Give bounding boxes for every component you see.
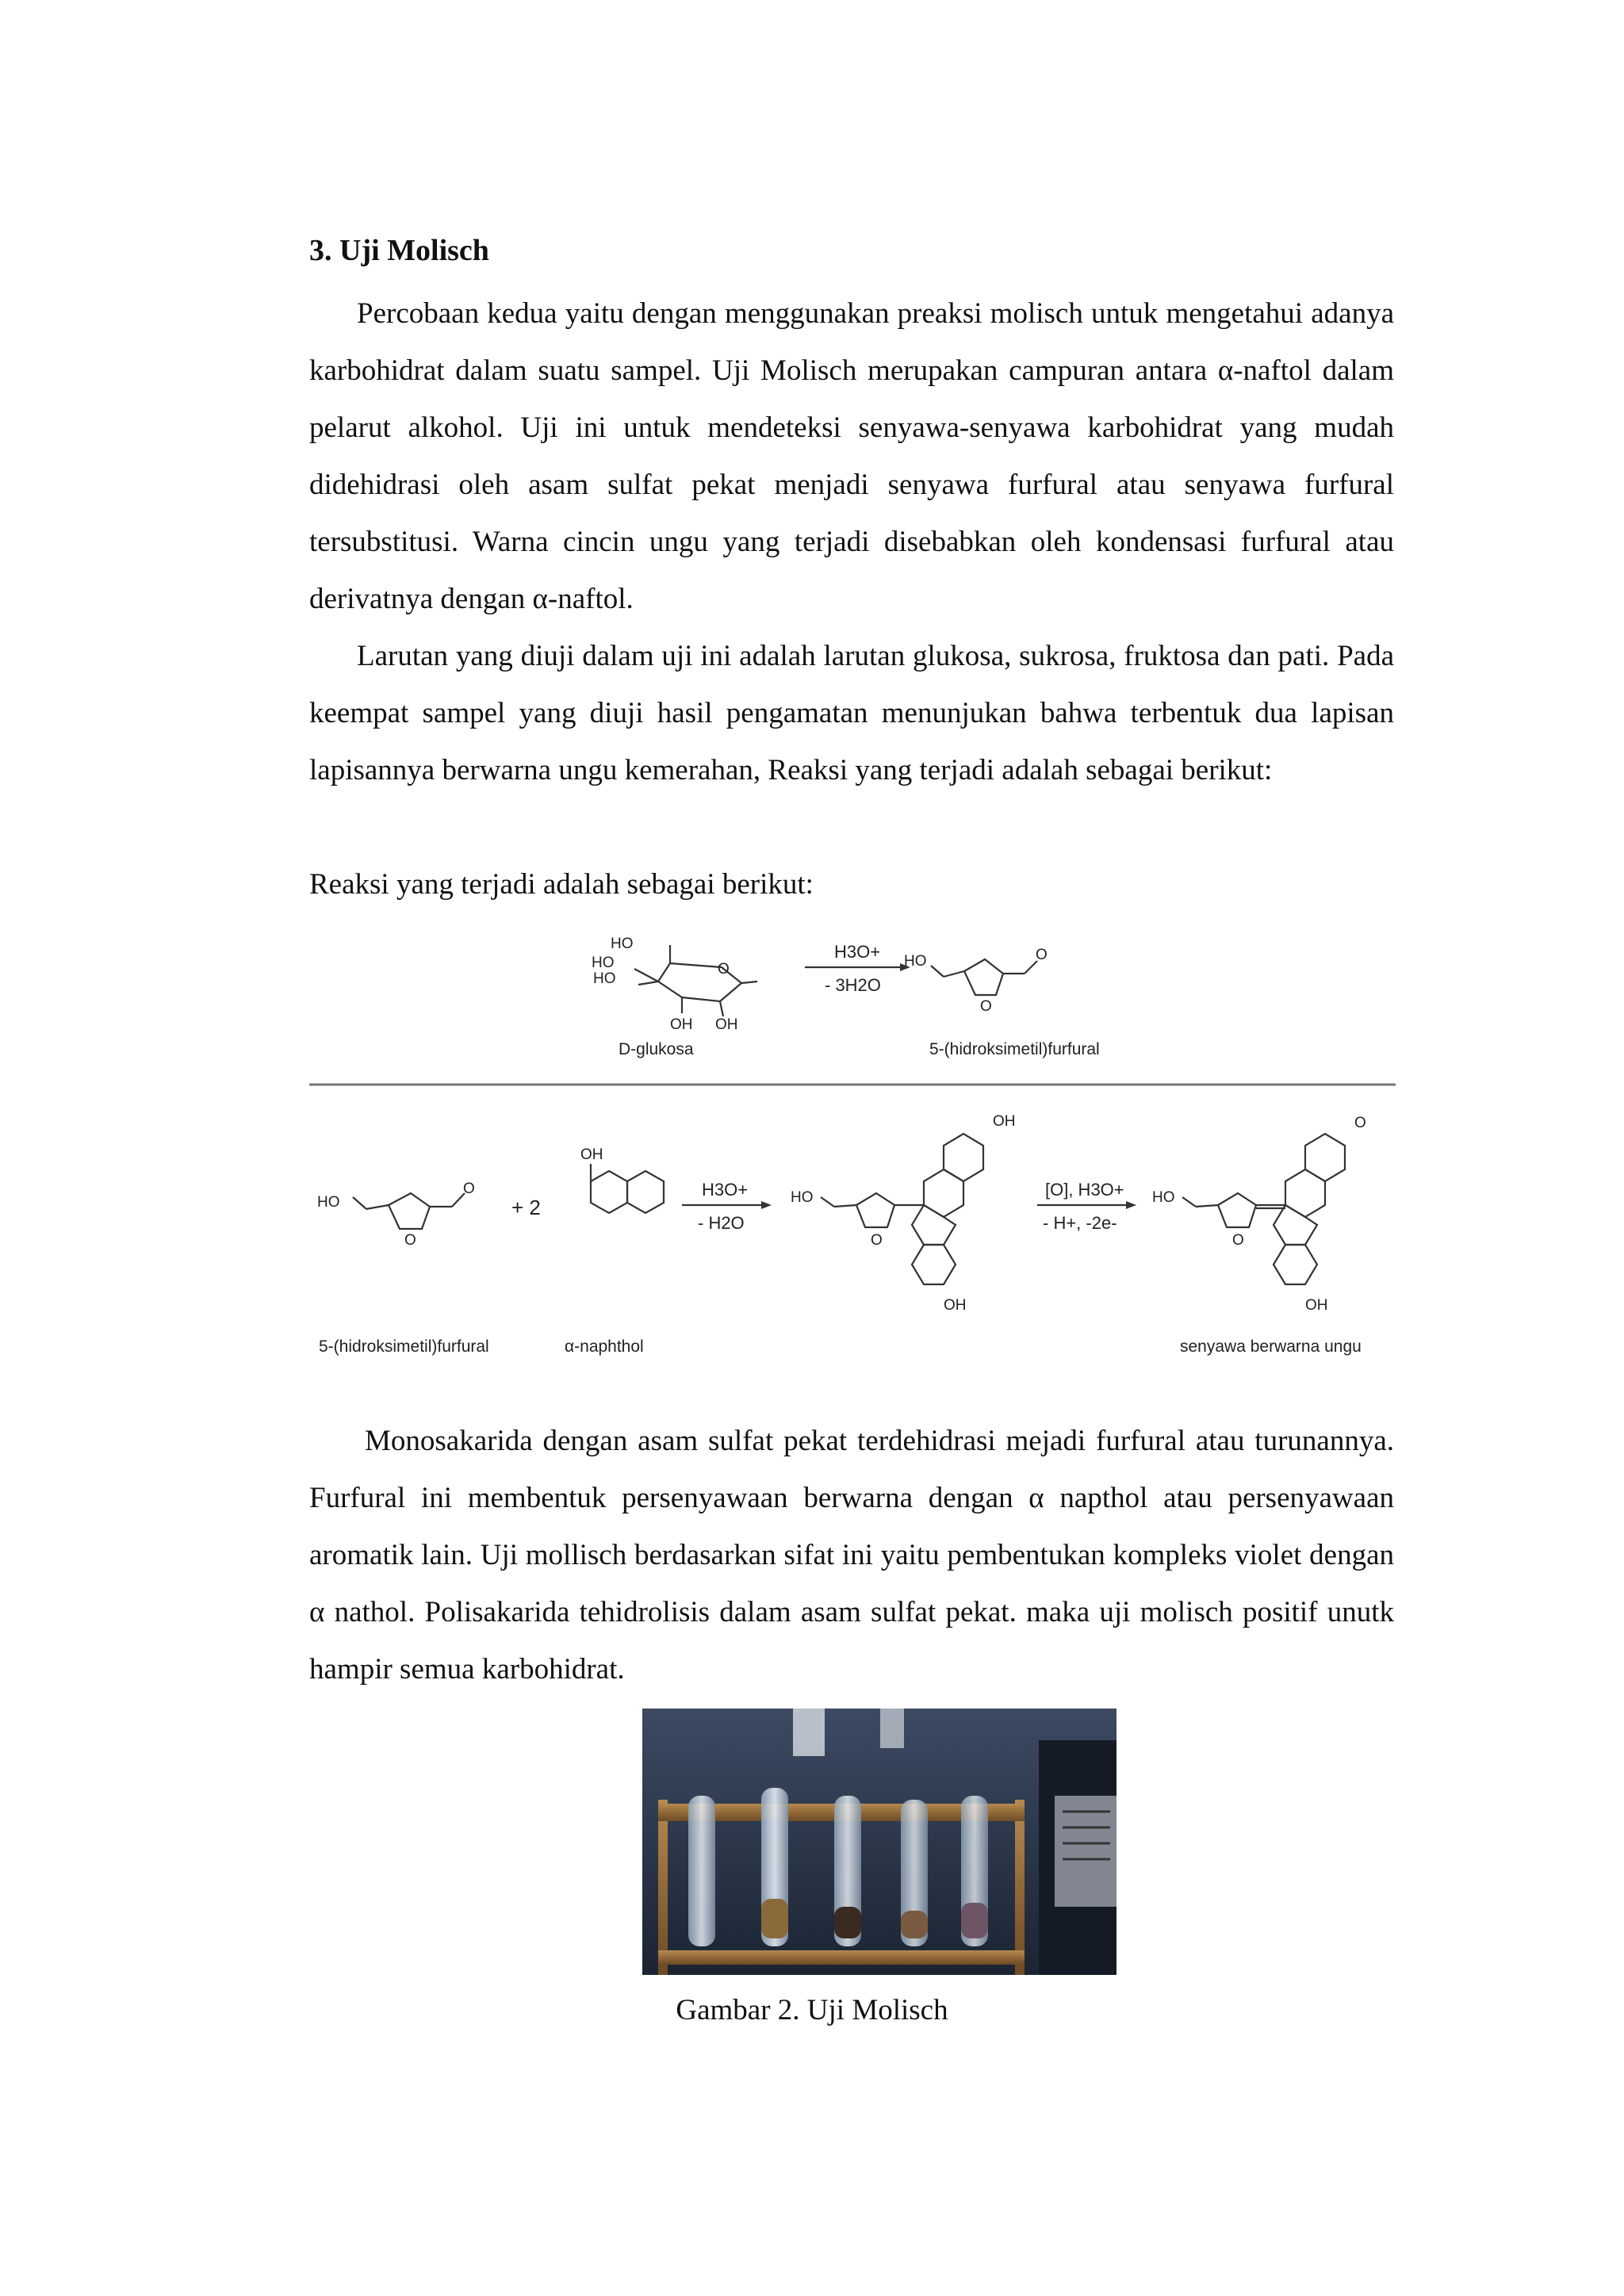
- section-heading: 3. Uji Molisch: [309, 234, 489, 267]
- reaction2-step1-bottom: - H2O: [698, 1213, 745, 1233]
- intermediate-o-ring: O: [871, 1232, 883, 1249]
- reaction1-reagent-bottom: - 3H2O: [825, 975, 881, 995]
- figure-caption: Gambar 2. Uji Molisch: [676, 1994, 948, 2026]
- product-label: senyawa berwarna ungu: [1180, 1337, 1362, 1356]
- naphthol-structure: [580, 1146, 664, 1213]
- naphthol-oh: OH: [580, 1146, 603, 1163]
- paragraph-samples: Larutan yang diuji dalam uji ini adalah larutan glukosa, sukrosa, fruktosa dan pati. Pada keempat sampel yang diuji hasil pengamatan menunjukan bahwa terbentuk dua lapisan lapisannya berwarna ungu kemerahan, Reaksi yang terjadi adalah sebagai berikut:: [309, 640, 1394, 786]
- reaction2-step1-top: H3O+: [702, 1180, 749, 1200]
- glucose-ho-3: HO: [593, 970, 616, 987]
- reaction2-step2-top: [O], H3O+: [1045, 1180, 1124, 1200]
- hmf2-o-aldehyde: O: [463, 1181, 475, 1197]
- hmf-structure-2: [317, 1181, 475, 1249]
- glucose-oh-1: OH: [670, 1016, 693, 1033]
- paragraph-furfural: Monosakarida dengan asam sulfat pekat terdehidrasi mejadi furfural atau turunannya. Furfural ini membentuk persenyawaan berwarna dengan α napthol atau persenyawaan aromatik lain. Uji mollisch berdasarkan sifat ini yaitu pembentukan kompleks violet dengan α nathol. Polisakarida tehidrolisis dalam asam sulfat pekat. maka uji molisch positif unutk hampir semua karbohidrat.: [309, 1425, 1394, 1686]
- glucose-ring-o: O: [718, 961, 730, 978]
- hmf-label-1: 5-(hidroksimetil)furfural: [929, 1040, 1100, 1058]
- hmf2-ho: HO: [317, 1194, 340, 1211]
- purple-product-structure: [1152, 1115, 1366, 1314]
- product-o-top: O: [1354, 1115, 1366, 1131]
- glucose-label: D-glukosa: [619, 1040, 694, 1058]
- reaction-scheme: [309, 920, 1396, 1372]
- test-tube-rack-icon: [642, 1709, 1116, 1975]
- product-o-ring: O: [1232, 1232, 1244, 1249]
- intermediate-ho: HO: [791, 1189, 814, 1206]
- reaction2-step2-bottom: - H+, -2e-: [1043, 1213, 1117, 1233]
- hmf-label-2: 5-(hidroksimetil)furfural: [319, 1337, 489, 1356]
- hmf1-ho: HO: [904, 953, 927, 970]
- reaction1-reagent-top: H3O+: [834, 942, 881, 962]
- intermediate-oh-bottom: OH: [944, 1297, 967, 1314]
- glucose-structure: [592, 936, 757, 1033]
- naphthol-label: α-naphthol: [565, 1337, 644, 1356]
- glucose-ho-2: HO: [592, 955, 615, 971]
- intermediate-structure: [791, 1113, 1016, 1314]
- glucose-oh-2: OH: [715, 1016, 738, 1033]
- test-tube-photo: [642, 1709, 1116, 1975]
- paragraph-reaction-lead: Reaksi yang terjadi adalah sebagai berikut:: [309, 868, 814, 901]
- glucose-ho-1: HO: [611, 936, 634, 952]
- hmf1-o-ring: O: [980, 998, 992, 1015]
- hmf2-o-ring: O: [404, 1232, 416, 1249]
- hmf-structure-1: [904, 947, 1048, 1015]
- paragraph-molisch-intro: Percobaan kedua yaitu dengan menggunakan preaksi molisch untuk mengetahui adanya karbohidrat dalam suatu sampel. Uji Molisch merupakan campuran antara α-naftol dalam pelarut alkohol. Uji ini untuk mendeteksi senyawa-senyawa karbohidrat yang mudah didehidrasi oleh asam sulfat pekat menjadi senyawa furfural atau senyawa furfural tersubstitusi. Warna cincin ungu yang terjadi disebabkan oleh kondensasi furfural atau derivatnya dengan α-naftol.: [309, 297, 1394, 615]
- hmf1-o-aldehyde: O: [1036, 947, 1048, 963]
- intermediate-oh-top: OH: [993, 1113, 1016, 1130]
- product-oh-bottom: OH: [1305, 1297, 1328, 1314]
- coefficient-two: + 2: [511, 1196, 541, 1219]
- product-ho: HO: [1152, 1189, 1175, 1206]
